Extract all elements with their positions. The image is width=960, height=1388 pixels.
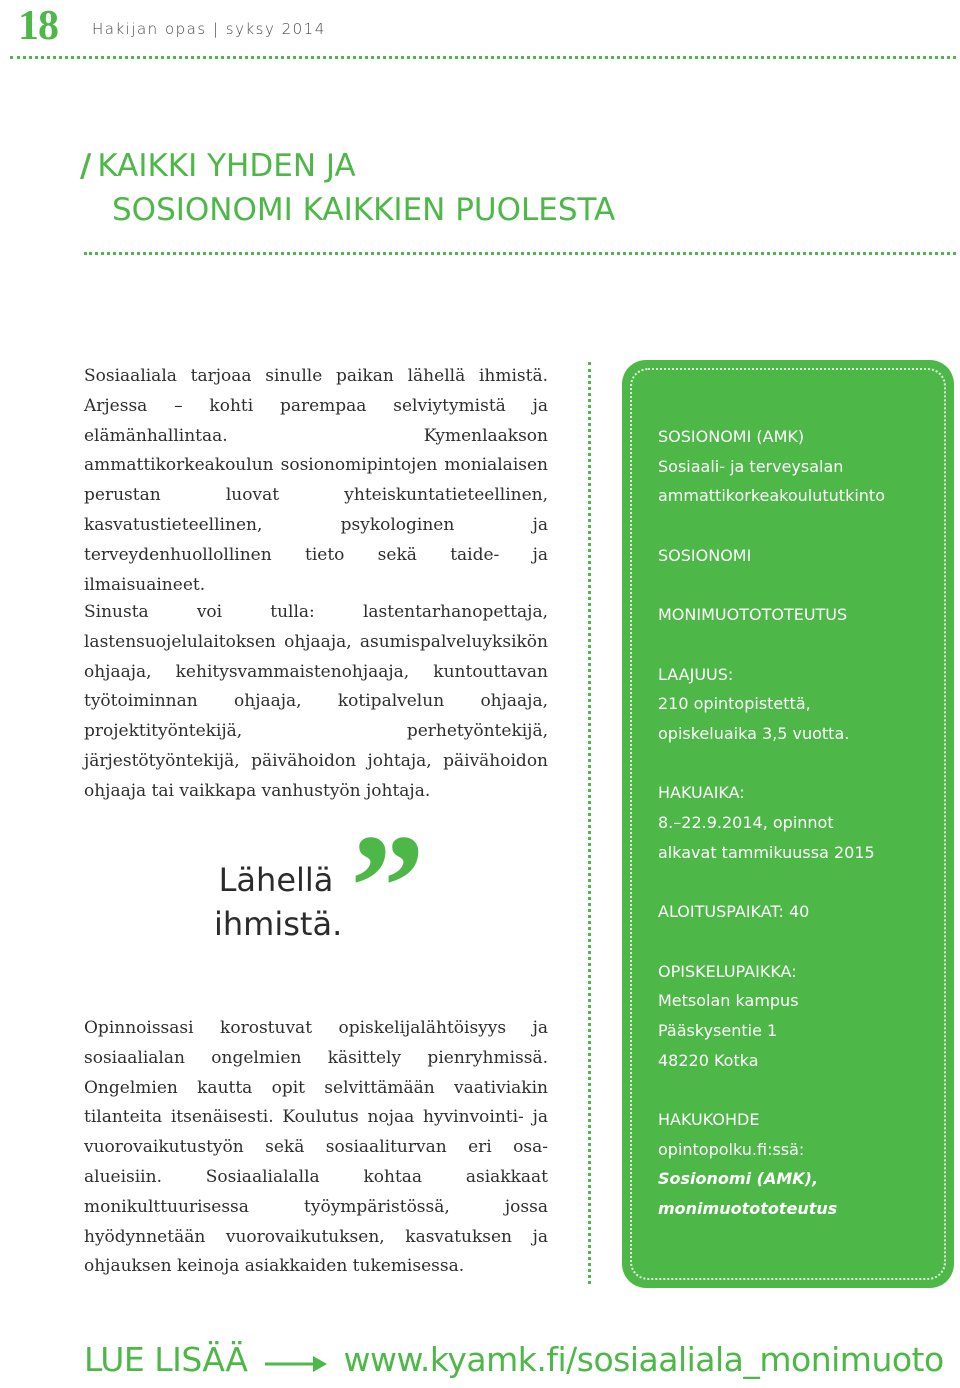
info-content (658, 422, 948, 1254)
location-block (658, 957, 948, 1076)
running-title: Hakijan opas | syksy 2014 (92, 20, 326, 38)
read-more-label: LUE LISÄÄ (84, 1340, 248, 1379)
period-block (658, 778, 948, 867)
column-divider (588, 362, 591, 1284)
degree-line-2: Sosiaali- ja terveysalan (658, 456, 844, 476)
period-label: HAKUAIKA: (658, 783, 745, 803)
page-title (80, 144, 615, 232)
places-block (658, 897, 948, 927)
title-block (658, 541, 948, 571)
quote-line-1: Lähellä (218, 861, 334, 899)
studies-paragraph: Opinnoissasi korostuvat opiskelijalähtöisyys ja sosiaalialan ongelmien käsittely pienryhmissä. Ongelmien kautta opit selvittämään vaativiakin tilanteita itsenäisesti. Koulutus nojaa hyvinvointi- ja vuorovaikutustyön sekä sosiaaliturvan eri osa-alueisiin. Sosiaalialalla kohtaa asiakkaat monikulttuurisessa työympäristössä, jossa hyödynnetään vuorovaikutuksen, kasvatuksen ja ohjauksen keinoja asiakkaiden tukemisessa. (84, 1018, 548, 1277)
careers-paragraph: Sinusta voi tulla: lastentarhanopettaja, lastensuojelulaitoksen ohjaaja, asumispalveluyksikön ohjaaja, kehitysvammaistenohjaaja, kuntouttavan työtoiminnan ohjaaja, kotipalvelun ohjaaja, projektityöntekijä, perhetyöntekijä, järjestötyöntekijä, päivähoidon johtaja, päivähoidon ohjaaja tai vaikkapa vanhustyön johtaja. (84, 602, 548, 801)
location-label: OPISKELUPAIKKA: (658, 961, 797, 981)
header-divider (10, 56, 956, 59)
target-line-3: monimuotototeutus (658, 1199, 838, 1219)
location-line-2: Pääskysentie 1 (658, 1020, 778, 1040)
footer (84, 1340, 944, 1381)
scope-block (658, 660, 948, 749)
program-title: SOSIONOMI (658, 545, 752, 565)
target-line-1: opintopolku.fi:ssä: (658, 1139, 805, 1159)
quote-mark-icon: ” (350, 804, 425, 970)
period-line-1: 8.–22.9.2014, opinnot (658, 813, 834, 833)
period-line-2: alkavat tammikuussa 2015 (658, 842, 875, 862)
mode-block (658, 600, 948, 630)
arrow-right-icon (265, 1342, 327, 1381)
quote-line-2: ihmistä. (214, 905, 343, 943)
degree-line-3: ammattikorkeakoulututkinto (658, 486, 885, 506)
title-divider (84, 252, 956, 255)
scope-line-2: opiskeluaika 3,5 vuotta. (658, 723, 850, 743)
scope-line-1: 210 opintopistettä, (658, 694, 811, 714)
degree-title: SOSIONOMI (AMK) (658, 427, 805, 446)
scope-label: LAAJUUS: (658, 664, 734, 684)
study-mode: MONIMUOTOTOTEUTUS (658, 605, 848, 625)
title-line-2: SOSIONOMI KAIKKIEN PUOLESTA (112, 192, 616, 228)
pull-quote (214, 858, 343, 946)
target-label: HAKUKOHDE (658, 1110, 760, 1130)
places: ALOITUSPAIKAT: 40 (658, 902, 810, 922)
degree-block (658, 422, 948, 511)
intro-paragraph: Sosiaaliala tarjoaa sinulle paikan lähellä ihmistä. Arjessa – kohti parempaa selviytymistä ja elämänhallintaa. Kymenlaakson ammattikorkeakoulun sosionomipintojen monialaisen perustan luovat yhteiskuntatieteellinen, kasvatustieteellinen, psykologinen ja terveydenhuollollinen tieto sekä taide- ja ilmaisuaineet. (84, 366, 548, 595)
target-line-2: Sosionomi (AMK), (658, 1169, 819, 1189)
location-line-1: Metsolan kampus (658, 991, 799, 1011)
location-line-3: 48220 Kotka (658, 1050, 759, 1070)
more-info-link[interactable]: www.kyamk.fi/sosiaaliala_monimuoto (343, 1340, 944, 1379)
info-box (622, 360, 954, 1288)
title-line-1: KAIKKI YHDEN JA (97, 148, 356, 184)
title-slash: / (80, 148, 92, 184)
target-block (658, 1105, 948, 1224)
page-number: 18 (18, 3, 58, 49)
